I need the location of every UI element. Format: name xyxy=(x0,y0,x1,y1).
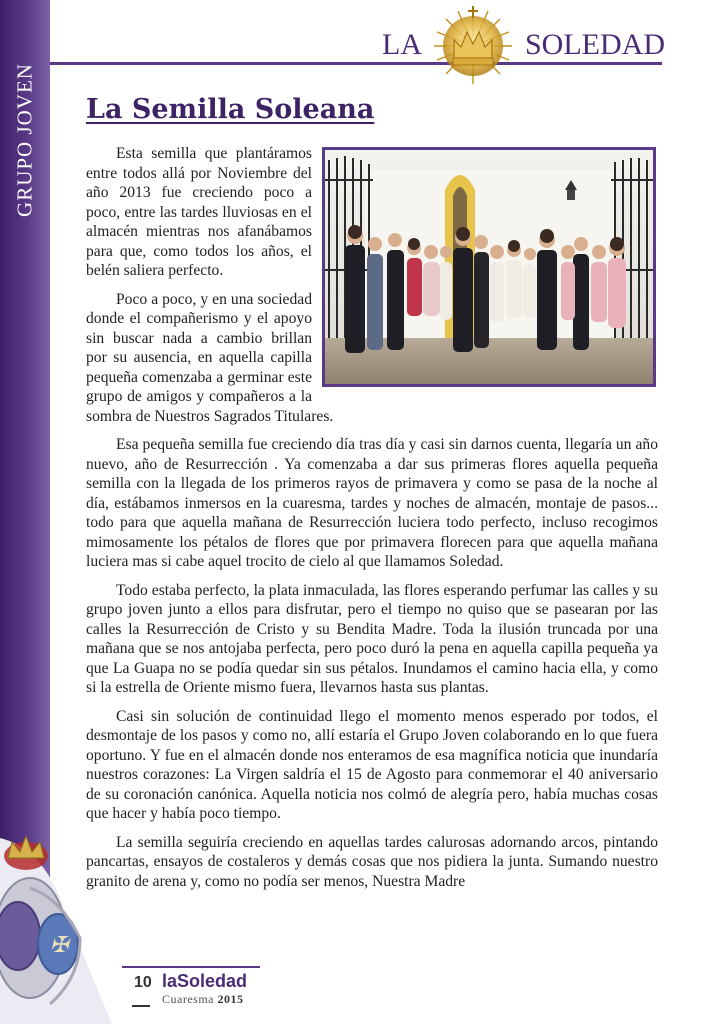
paragraph-4: Todo estaba perfecto, la plata inmaculada, las flores esperando perfumar las calles y su grupo joven junto a ellos para disfrutar, pero el tiempo no quiso que se pasearan por las calles la Resurrección de Cristo y su Bendita Madre. Toda la ilusión truncada por una mañana que se nos antojaba perfecta, pero poco duró la pena en aquella capilla pequeña ya que La Guapa no se podía quedar sin sus pétalos. Inundamos el camino hacia ella, y como si la estrella de Oriente mismo fuera, llevarnos hasta sus plantas. xyxy=(86,581,658,696)
photo-wrap-space xyxy=(312,144,658,390)
brand-right: SOLEDAD xyxy=(525,28,665,61)
paragraph-5: Casi sin solución de continuidad llego el momento menos esperado por todos, el desmontaje de los pasos y como no, allí estaría el Grupo Joven colaborando en lo que fuera oportuno. Y fue en el almacén donde nos enteramos de esa magnífica noticia que inundaría nuestros corazones: La Virgen saldría el 15 de Agosto para conmemorar el 40 aniversario de su coronación canónica. Aquella noticia nos colmó de alegría pero, había muchas cosas que hacer y había poco tiempo. xyxy=(86,707,658,822)
footer-brand xyxy=(162,971,247,992)
crown-icon xyxy=(428,2,518,86)
footer-year: 2015 xyxy=(217,992,244,1006)
footer-season: Cuaresma xyxy=(162,992,214,1006)
page-number: 10 xyxy=(134,974,152,991)
footer-rule xyxy=(122,966,260,968)
header-rule xyxy=(50,62,662,65)
paragraph-3: Esa pequeña semilla fue creciendo día tras día y casi sin darnos cuenta, llegaría un año nuevo, año de Resurrección . Ya comenzaba a dar sus primeras flores aquella pequeña semilla con la llegada de los primeros rayos de primavera y como se pasa de la noche al día, estábamos inmersos en la cuaresma, tardes y noches de almacén, montaje de pasos... todo para que aquella mañana de Resurrección luciera todo perfecto, incluso recogimos mimosamente los pétalos de flores que por primavera florecen para que aquella mañana luciera mas si cabe aquel trocito de cielo al que llamamos Soledad. xyxy=(86,436,658,570)
article-body xyxy=(86,144,658,900)
brand-left: LA xyxy=(382,28,422,61)
article-title: La Semilla Soleana xyxy=(86,94,375,125)
paragraph-6: La semilla seguiría creciendo en aquellas tardes calurosas adornando arcos, pintando pancartas, ensayos de costaleros y demás cosas que nos pidiera la junta. Sumando nuestro granito de arena y, como no podía ser menos, Nuestra Madre xyxy=(86,833,658,890)
section-label: GRUPO JOVEN xyxy=(12,63,37,217)
footer-brand-b: Soledad xyxy=(177,971,248,991)
svg-text:✠: ✠ xyxy=(50,933,69,958)
page-number-underline xyxy=(132,1005,150,1007)
footer-brand-a: la xyxy=(162,971,178,991)
brotherhood-emblem-icon xyxy=(0,828,112,1024)
footer-issue xyxy=(162,992,243,1007)
paragraph-2: Poco a poco, y en una sociedad donde el compañerismo y el apoyo sin buscar nada a cambio brillan por su ausencia, en aquella capilla pequeña comenzaba a germinar este grupo de amigos y compañeros a la sombra de Nuestros Sagrados Titulares. xyxy=(86,290,334,425)
paragraph-1: Esta semilla que plantáramos entre todos allá por Noviembre del año 2013 fue creciendo poco a poco, entre las tardes lluviosas en el almacén mientras nos afanábamos para que, como todos los años, el belén saliera perfecto. xyxy=(86,145,312,279)
